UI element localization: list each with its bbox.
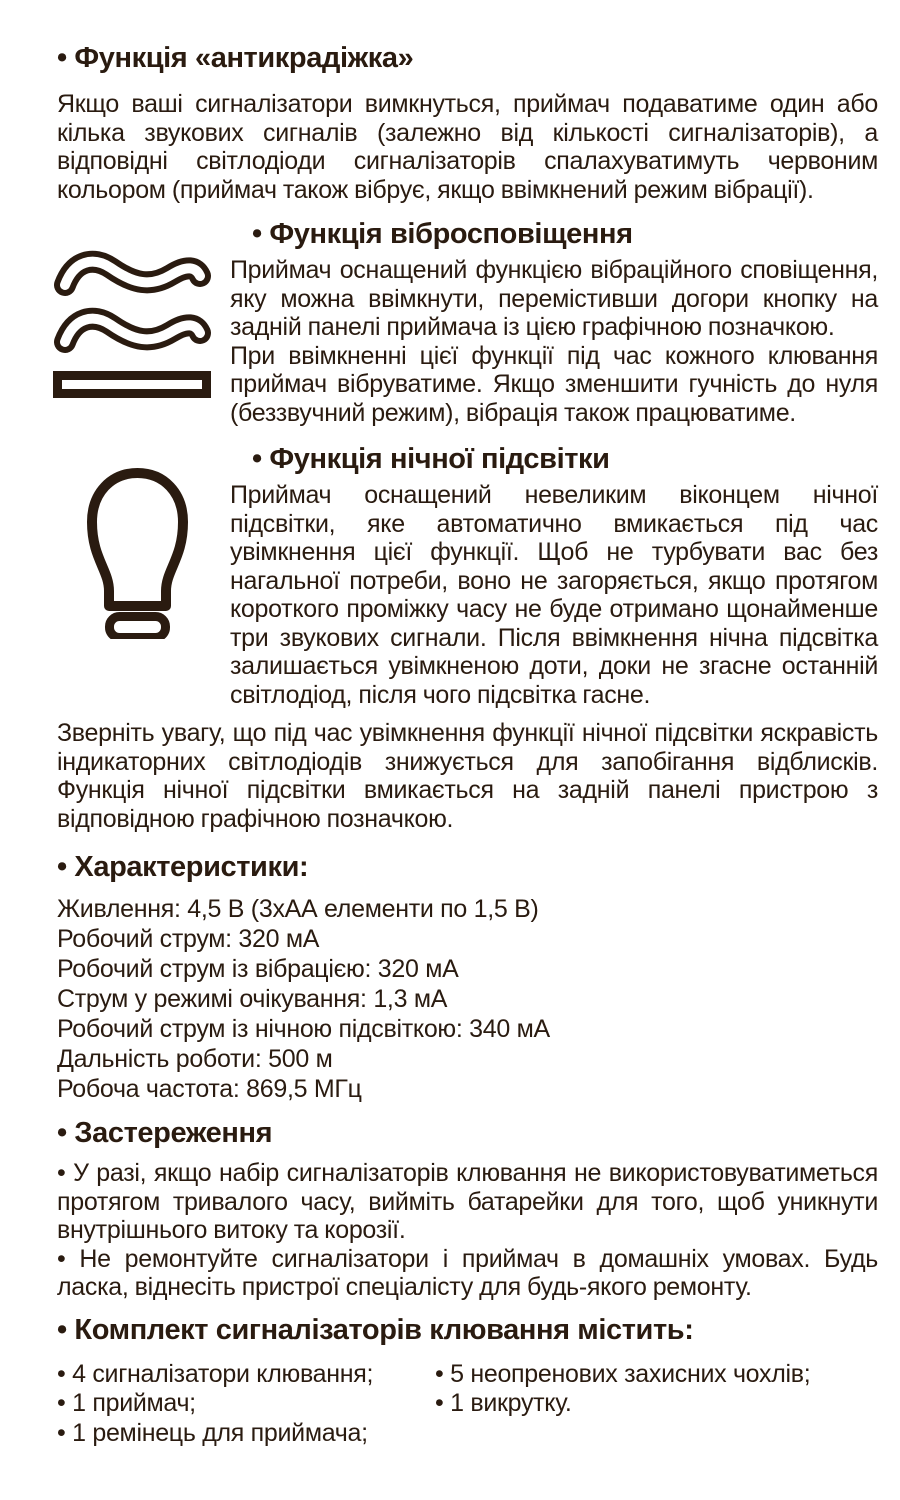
kit-item: • 4 сигналізатори клювання; — [57, 1359, 374, 1388]
wave-icon — [53, 248, 211, 301]
bar-icon — [53, 371, 211, 398]
vibration-waves-icon — [53, 248, 211, 398]
warnings-list — [57, 1159, 878, 1302]
kit-item: • 1 приймач; — [57, 1389, 196, 1417]
kit-column-left — [57, 1360, 435, 1449]
nightlight-heading: • Функція нічної підсвітки — [252, 443, 610, 475]
spec-item: Робочий струм із нічною підсвіткою: 340 мА — [57, 1015, 550, 1043]
nightlight-paragraph: Приймач оснащений невеликим віконцем нічної підсвітки, яке автоматично вмикається під час увімкнення цієї функції. Щоб не турбувати вас без нагальної потреби, воно не загоряється, якщо протягом короткого проміжку часу не буде отримано щонайменше три звукових сигнали. Після ввімкнення нічна підсвітка залишається увімкненою доти, доки не згасне останній світлодіод, після чого підсвітка гасне. — [230, 481, 878, 709]
vibration-section — [57, 218, 878, 427]
spec-item: Робочий струм: 320 мА — [57, 925, 320, 953]
warning-item: • Не ремонтуйте сигналізатори і приймач в домашніх умовах. Будь ласка, віднесіть пристрої спеціалісту для будь-якого ремонту. — [57, 1244, 878, 1301]
kit-item: • 5 неопренових захисних чохлів; — [435, 1359, 811, 1388]
wave-icon — [53, 305, 211, 358]
vibration-text-column — [230, 218, 878, 427]
nightlight-icon-column — [57, 443, 230, 639]
spec-item: Робоча частота: 869,5 МГц — [57, 1075, 362, 1103]
spec-item: Струм у режимі очікування: 1,3 мА — [57, 985, 448, 1013]
specs-heading: • Характеристики: — [57, 851, 309, 883]
vibration-paragraph: Приймач оснащений функцією вібраційного сповіщення, яку можна ввімкнути, перемістивши догори кнопку на задній панелі приймача із цією графічною позначкою. — [230, 256, 878, 341]
nightlight-text-column — [230, 443, 878, 709]
kit-item: • 1 ремінець для приймача; — [57, 1418, 368, 1447]
warnings-heading: • Застереження — [57, 1117, 273, 1149]
spec-item: Робочий струм із вібрацією: 320 мА — [57, 955, 459, 983]
kit-item: • 1 викрутку. — [435, 1389, 572, 1417]
vibration-paragraph: При ввімкненні цієї функції під час кожного клювання приймач вібруватиме. Якщо зменшити гучність до нуля (беззвучний режим), вібрація також працюватиме. — [230, 341, 878, 427]
spec-item: Живлення: 4,5 В (3хАА елементи по 1,5 В) — [57, 895, 539, 923]
antitheft-heading: • Функція «антикрадіжка» — [57, 42, 414, 74]
vibration-icon-column — [57, 218, 230, 398]
kit-column-right — [435, 1360, 878, 1449]
kit-heading: • Комплект сигналізаторів клювання містить: — [57, 1313, 694, 1346]
kit-list — [57, 1360, 878, 1449]
nightlight-section — [57, 443, 878, 709]
spec-item: Дальність роботи: 500 м — [57, 1045, 333, 1073]
warning-item: • У разі, якщо набір сигналізаторів клювання не використовуватиметься протягом тривалого часу, вийміть батарейки для того, щоб уникнути внутрішнього витоку та корозії. — [57, 1159, 878, 1244]
antitheft-paragraph: Якщо ваші сигналізатори вимкнуться, приймач подаватиме один або кілька звукових сигналів (залежно від кількості сигналізаторів), а відповідні світлодіоди сигналізаторів спалахуватимуть червоним кольором (приймач також вібрує, якщо ввімкнений режим вібрації). — [57, 90, 878, 204]
specs-list — [57, 894, 878, 1104]
vibration-heading: • Функція вібросповіщення — [252, 218, 633, 250]
nightlight-note-paragraph: Зверніть увагу, що під час увімкнення функції нічної підсвітки яскравість індикаторних світлодіодів знижується для запобігання відблисків. Функція нічної підсвітки вмикається на задній панелі пристрою з відповідною графічною позначкою. — [57, 719, 878, 833]
light-bulb-icon — [85, 465, 190, 639]
